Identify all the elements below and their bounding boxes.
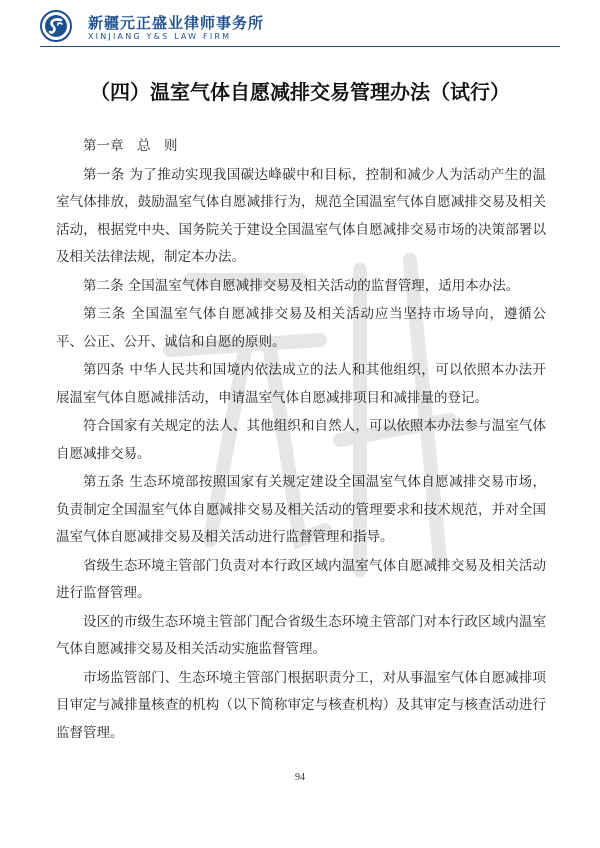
article-paragraph: 第三条 全国温室气体自愿减排交易及相关活动应当坚持市场导向，遵循公平、公正、公开、诚信和自愿的原则。 [56,306,546,350]
page-number: 94 [295,772,305,783]
article-paragraph: 符合国家有关规定的法人、其他组织和自然人，可以依照本办法参与温室气体自愿减排交易。 [56,418,546,462]
firm-name-english: XINJIANG Y&S LAW FIRM [88,32,232,41]
firm-name: 新疆元正盛业律师事务所 [88,14,265,32]
article-paragraph: 第一条 为了推动实现我国碳达峰碳中和目标，控制和减少人为活动产生的温室气体排放，鼓励温室气体自愿减排行为，规范全国温室气体自愿减排交易及相关活动，根据党中央、国务院关于建设全国温室气体自愿减排交易市场的决策部署以及相关法律法规，制定本办法。 [56,166,546,265]
article-paragraph: 省级生态环境主管部门负责对本行政区域内温室气体自愿减排交易及相关活动进行监督管理。 [56,557,546,601]
article-paragraph: 第四条 中华人民共和国境内依法成立的法人和其他组织，可以依照本办法开展温室气体自愿减排活动，申请温室气体自愿减排项目和减排量的登记。 [56,362,546,406]
article-paragraph: 设区的市级生态环境主管部门配合省级生态环境主管部门对本行政区域内温室气体自愿减排交易及相关活动实施监督管理。 [56,613,546,657]
firm-logo-icon [40,10,72,42]
page-header [40,10,560,44]
article-paragraph: 市场监管部门、生态环境主管部门根据职责分工，对从事温室气体自愿减排项目审定与减排量核查的机构（以下简称审定与核查机构）及其审定与核查活动进行监督管理。 [56,669,546,741]
document-title: （四）温室气体自愿减排交易管理办法（试行） [90,80,510,104]
header-divider [40,46,560,47]
article-paragraph: 第五条 生态环境部按照国家有关规定建设全国温室气体自愿减排交易市场，负责制定全国温室气体自愿减排交易及相关活动的管理要求和技术规范，并对全国温室气体自愿减排交易及相关活动进行监督管理和指导。 [56,474,546,545]
chapter-heading: 第一章 总 则 [83,138,178,154]
document-body [56,133,546,747]
article-paragraph: 第二条 全国温室气体自愿减排交易及相关活动的监督管理，适用本办法。 [83,277,520,294]
